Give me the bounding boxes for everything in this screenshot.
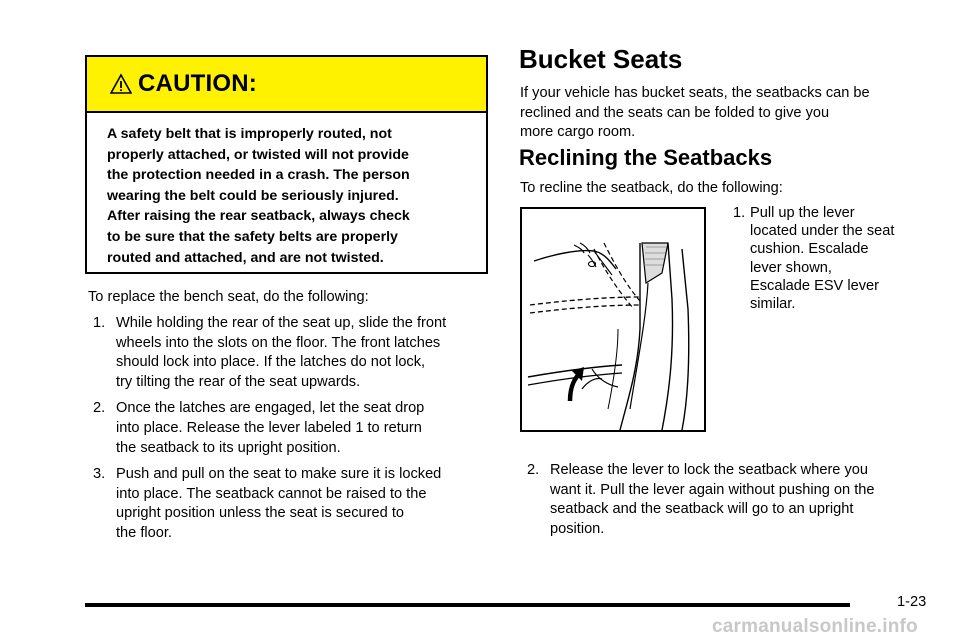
step-line: Pull up the lever: [750, 205, 855, 221]
bucket-seats-heading: Bucket Seats: [519, 44, 683, 74]
seat-lever-illustration: [520, 207, 706, 432]
step-line: Once the latches are engaged, let the seat drop: [116, 400, 425, 417]
list-item: [93, 465, 493, 543]
step-line: located under the seat: [750, 223, 895, 240]
step-line: the floor.: [116, 524, 172, 541]
step-line: want it. Pull the lever again without pushing on the: [550, 481, 875, 498]
step-line: into place. Release the lever labeled 1 to return: [116, 419, 422, 436]
paragraph-line: If your vehicle has bucket seats, the seatbacks can be: [520, 85, 870, 101]
caution-title: CAUTION:: [138, 70, 257, 97]
caution-line: A safety belt that is improperly routed, not: [107, 126, 392, 142]
footer-rule: [85, 603, 850, 607]
watermark: carmanualsonline.info: [712, 616, 918, 637]
step-number: 3.: [93, 466, 106, 483]
bench-seat-steps: [93, 314, 493, 551]
paragraph-line: reclined and the seats can be folded to give you: [520, 104, 830, 121]
step-line: Escalade ESV lever: [750, 277, 879, 294]
step-line: While holding the rear of the seat up, slide the front: [116, 315, 447, 331]
bucket-seats-paragraph: [520, 84, 870, 143]
recline-step-2: [527, 461, 875, 539]
step-line: lever shown,: [750, 259, 832, 276]
paragraph-line: more cargo room.: [520, 124, 636, 141]
caution-header: [87, 57, 486, 113]
step-line: Push and pull on the seat to make sure it is locked: [116, 466, 442, 483]
recline-step-1: [733, 204, 894, 313]
step-line: the seatback to its upright position.: [116, 439, 341, 456]
warning-triangle-icon: [110, 73, 132, 95]
caution-line: wearing the belt could be seriously injured.: [107, 187, 399, 204]
list-item: [93, 399, 493, 458]
step-line: upright position unless the seat is secured to: [116, 505, 404, 522]
page-number: 1-23: [897, 594, 927, 610]
step-number: 2.: [93, 400, 106, 417]
step-line: similar.: [750, 296, 796, 313]
caution-line: to be sure that the safety belts are properly: [107, 228, 398, 245]
bench-seat-intro: To replace the bench seat, do the following:: [88, 289, 369, 305]
caution-text: [87, 113, 486, 268]
step-line: wheels into the slots on the floor. The front latches: [116, 334, 441, 351]
recline-intro: To recline the seatback, do the following:: [520, 180, 783, 196]
step-line: should lock into place. If the latches do not lock,: [116, 354, 426, 371]
caution-line: the protection needed in a crash. The person: [107, 167, 410, 184]
step-line: Release the lever to lock the seatback where you: [550, 462, 868, 478]
step-line: position.: [550, 520, 605, 537]
step-line: into place. The seatback cannot be raised to the: [116, 485, 427, 502]
caution-line: After raising the rear seatback, always check: [107, 208, 410, 225]
caution-line: properly attached, or twisted will not provide: [107, 146, 409, 163]
step-line: seatback and the seatback will go to an upright: [550, 501, 854, 518]
caution-box: [85, 55, 488, 274]
step-line: cushion. Escalade: [750, 241, 869, 258]
step-number: 1.: [93, 315, 106, 331]
caution-line: routed and attached, and are not twisted.: [107, 249, 384, 266]
step-line: try tilting the rear of the seat upwards.: [116, 373, 361, 390]
step-number: 1.: [733, 205, 746, 221]
list-item: [93, 314, 493, 392]
step-number: 2.: [527, 462, 540, 478]
reclining-seatbacks-heading: Reclining the Seatbacks: [519, 145, 773, 170]
